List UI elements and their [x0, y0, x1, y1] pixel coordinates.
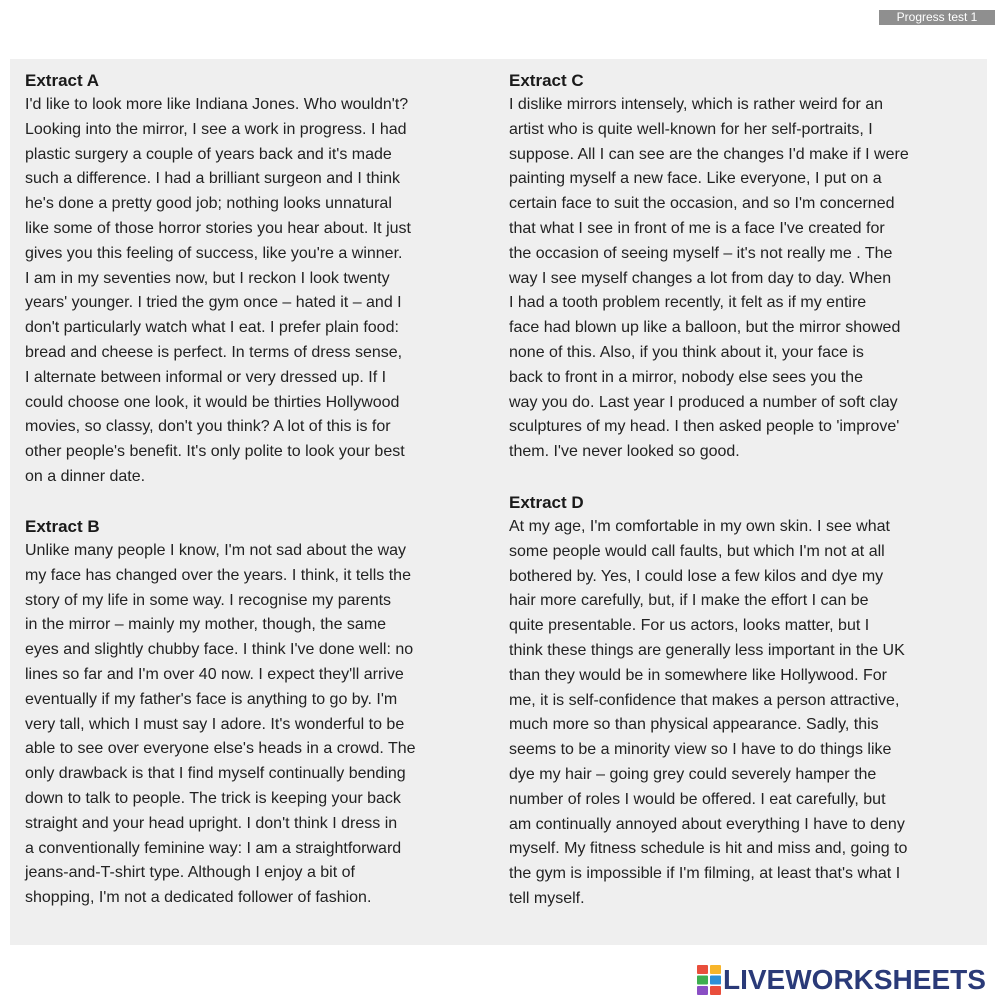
text-line: years' younger. I tried the gym once – hated it – and I [25, 294, 402, 312]
text-line: certain face to suit the occasion, and so I'm concerned [509, 195, 895, 213]
text-line: down to talk to people. The trick is keeping your back [25, 789, 401, 807]
text-line: am continually annoyed about everything I have to deny [509, 815, 905, 833]
text-line: eventually if my father's face is anything to go by. I'm [25, 690, 398, 708]
text-line: plastic surgery a couple of years back and it's made [25, 145, 392, 163]
text-line: very tall, which I must say I adore. It's wonderful to be [25, 715, 405, 733]
extract-b [25, 515, 485, 911]
text-line: the gym is impossible if I'm filming, at least that's what I [509, 865, 901, 883]
text-line: Unlike many people I know, I'm not sad about the way [25, 542, 407, 559]
text-line: tell myself. [509, 889, 585, 907]
text-line: such a difference. I had a brilliant surgeon and I think [25, 170, 401, 188]
extract-d [509, 491, 979, 912]
liveworksheets-logo-icon [697, 965, 721, 995]
text-line: that what I see in front of me is a face I've created for [509, 219, 885, 237]
text-line: dye my hair – going grey could severely hamper the [509, 765, 877, 783]
text-line: At my age, I'm comfortable in my own skin. I see what [509, 518, 890, 535]
text-line: I am in my seventies now, but I reckon I look twenty [25, 269, 390, 287]
text-line: shopping, I'm not a dedicated follower of fashion. [25, 889, 372, 907]
text-line: face had blown up like a balloon, but the mirror showed [509, 319, 901, 337]
reading-panel [10, 59, 987, 945]
text-line: way you do. Last year I produced a number of soft clay [509, 393, 898, 411]
text-line: much more so than physical appearance. Sadly, this [509, 716, 879, 734]
extract-c-body [509, 93, 979, 465]
text-line: the occasion of seeing myself – it's not really me . The [509, 244, 893, 262]
text-line: sculptures of my head. I then asked people to 'improve' [509, 418, 900, 436]
text-line: on a dinner date. [25, 467, 146, 485]
text-line: I alternate between informal or very dressed up. If I [25, 368, 387, 386]
right-column [509, 59, 979, 945]
text-line: hair more carefully, but, if I make the effort I can be [509, 592, 869, 610]
text-line: number of roles I would be offered. I eat carefully, but [509, 790, 886, 808]
text-line: bread and cheese is perfect. In terms of dress sense, [25, 343, 403, 361]
text-line: only drawback is that I find myself continually bending [25, 765, 406, 783]
text-line: I had a tooth problem recently, it felt as if my entire [509, 294, 867, 312]
text-line: them. I've never looked so good. [509, 443, 740, 461]
liveworksheets-brand[interactable] [697, 963, 986, 997]
text-line: artist who is quite well-known for her self-portraits, I [509, 120, 873, 138]
text-line: than they would be in somewhere like Hollywood. For [509, 666, 887, 684]
text-line: myself. My fitness schedule is hit and miss and, going to [509, 840, 908, 858]
brand-name: LIVEWORKSHEETS [723, 964, 986, 995]
text-line: lines so far and I'm over 40 now. I expect they'll arrive [25, 665, 404, 683]
text-line: suppose. All I can see are the changes I'd make if I were [509, 145, 909, 163]
progress-test-badge: Progress test 1 [879, 10, 995, 25]
extract-d-body [509, 515, 979, 912]
text-line: like some of those horror stories you hear about. It just [25, 219, 411, 237]
text-line: back to front in a mirror, nobody else sees you the [509, 368, 863, 386]
text-line: able to see over everyone else's heads in a crowd. The [25, 740, 416, 758]
extract-b-body [25, 539, 485, 911]
extract-a-title: Extract A [25, 71, 100, 90]
extract-a-body [25, 93, 485, 490]
left-column [25, 59, 485, 945]
text-line: he's done a pretty good job; nothing looks unnatural [25, 195, 392, 213]
text-line: way I see myself changes a lot from day to day. When [509, 269, 892, 287]
text-line: straight and your head upright. I don't think I dress in [25, 814, 398, 832]
text-line: in the mirror – mainly my mother, though, the same [25, 616, 387, 634]
text-line: eyes and slightly chubby face. I think I've done well: no [25, 641, 414, 659]
text-line: me, it is self-confidence that makes a person attractive, [509, 691, 900, 709]
extract-b-title: Extract B [25, 517, 100, 536]
text-line: bothered by. Yes, I could lose a few kilos and dye my [509, 567, 884, 585]
text-line: quite presentable. For us actors, looks matter, but I [509, 617, 870, 635]
text-line: Looking into the mirror, I see a work in progress. I had [25, 120, 407, 138]
text-line: movies, so classy, don't you think? A lot of this is for [25, 418, 391, 436]
text-line: none of this. Also, if you think about it, your face is [509, 343, 864, 361]
extract-a [25, 69, 485, 490]
text-line: seems to be a minority view so I have to do things like [509, 741, 892, 759]
text-line: I'd like to look more like Indiana Jones. Who wouldn't? [25, 96, 409, 113]
text-line: gives you this feeling of success, like you're a winner. [25, 244, 403, 262]
text-line: story of my life in some way. I recognise my parents [25, 591, 392, 609]
text-line: painting myself a new face. Like everyone, I put on a [509, 170, 882, 188]
text-line: jeans-and-T-shirt type. Although I enjoy a bit of [25, 864, 355, 882]
extract-c [509, 69, 979, 465]
text-line: a conventionally feminine way: I am a straightforward [25, 839, 402, 857]
text-line: other people's benefit. It's only polite to look your best [25, 443, 405, 461]
text-line: could choose one look, it would be thirties Hollywood [25, 393, 400, 411]
text-line: think these things are generally less important in the UK [509, 641, 905, 659]
extract-d-title: Extract D [509, 493, 584, 512]
extract-c-title: Extract C [509, 71, 584, 90]
text-line: some people would call faults, but which I'm not at all [509, 542, 885, 560]
text-line: my face has changed over the years. I think, it tells the [25, 566, 411, 584]
text-line: don't particularly watch what I eat. I prefer plain food: [25, 319, 399, 337]
text-line: I dislike mirrors intensely, which is rather weird for an [509, 96, 884, 113]
